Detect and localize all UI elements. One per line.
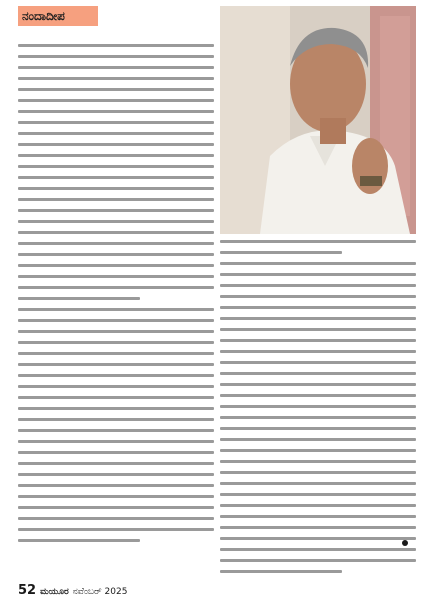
text-line (220, 350, 416, 353)
text-line (18, 253, 214, 256)
text-line (18, 352, 214, 355)
text-line (18, 110, 214, 113)
text-line (220, 416, 416, 419)
text-line (18, 330, 214, 333)
text-line (18, 165, 214, 168)
text-line (18, 363, 214, 366)
text-line (18, 308, 214, 311)
text-line (220, 339, 416, 342)
text-line (220, 383, 416, 386)
text-line (18, 440, 214, 443)
text-line (220, 372, 416, 375)
text-line (18, 264, 214, 267)
text-line (18, 429, 214, 432)
text-line (220, 471, 416, 474)
text-line (220, 537, 416, 540)
text-line (18, 418, 214, 421)
section-title: ನಂದಾದೀಪ (22, 9, 65, 23)
text-line (220, 273, 416, 276)
text-line (18, 220, 214, 223)
text-line (220, 361, 416, 364)
text-line (18, 66, 214, 69)
text-line (18, 176, 214, 179)
text-line (220, 493, 416, 496)
text-line (18, 88, 214, 91)
text-line (18, 539, 140, 542)
text-line (220, 251, 342, 254)
text-line (18, 132, 214, 135)
end-of-article-dot (402, 540, 408, 546)
text-line (18, 451, 214, 454)
text-line (220, 328, 416, 331)
text-line (18, 231, 214, 234)
text-line (220, 427, 416, 430)
text-line (18, 242, 214, 245)
text-line (18, 297, 140, 300)
text-line (220, 526, 416, 529)
text-line (18, 187, 214, 190)
text-line (18, 517, 214, 520)
text-line (220, 438, 416, 441)
text-line (18, 506, 214, 509)
text-line (220, 559, 416, 562)
portrait-photo (220, 6, 416, 234)
text-line (220, 449, 416, 452)
issue-date: ನವೆಂಬರ್ 2025 (72, 587, 128, 597)
text-line (18, 209, 214, 212)
text-line (18, 407, 214, 410)
magazine-name: ಮಯೂರ (40, 587, 69, 597)
text-line (18, 143, 214, 146)
page-footer (18, 583, 127, 598)
text-line (18, 77, 214, 80)
text-line (18, 374, 214, 377)
text-line (18, 286, 214, 289)
text-line (18, 55, 214, 58)
text-line (18, 484, 214, 487)
text-line (220, 262, 416, 265)
text-line (220, 515, 416, 518)
text-line (18, 154, 214, 157)
text-line (18, 99, 214, 102)
text-line (220, 570, 342, 573)
text-line (18, 495, 214, 498)
text-line (220, 548, 416, 551)
text-line (18, 385, 214, 388)
text-line (220, 317, 416, 320)
text-line (220, 295, 416, 298)
text-line (18, 198, 214, 201)
body-column-right (220, 240, 416, 581)
text-line (220, 284, 416, 287)
text-line (18, 341, 214, 344)
text-line (18, 462, 214, 465)
text-line (220, 405, 416, 408)
text-line (18, 528, 214, 531)
text-line (18, 121, 214, 124)
text-line (18, 473, 214, 476)
page-number: 52 (18, 583, 37, 598)
portrait-illustration (220, 6, 416, 234)
text-line (18, 275, 214, 278)
body-column-left (18, 44, 214, 550)
text-line (220, 460, 416, 463)
text-line (220, 240, 416, 243)
text-line (18, 319, 214, 322)
text-line (220, 504, 416, 507)
text-line (18, 44, 214, 47)
text-line (220, 306, 416, 309)
text-line (220, 394, 416, 397)
text-line (18, 396, 214, 399)
text-line (220, 482, 416, 485)
